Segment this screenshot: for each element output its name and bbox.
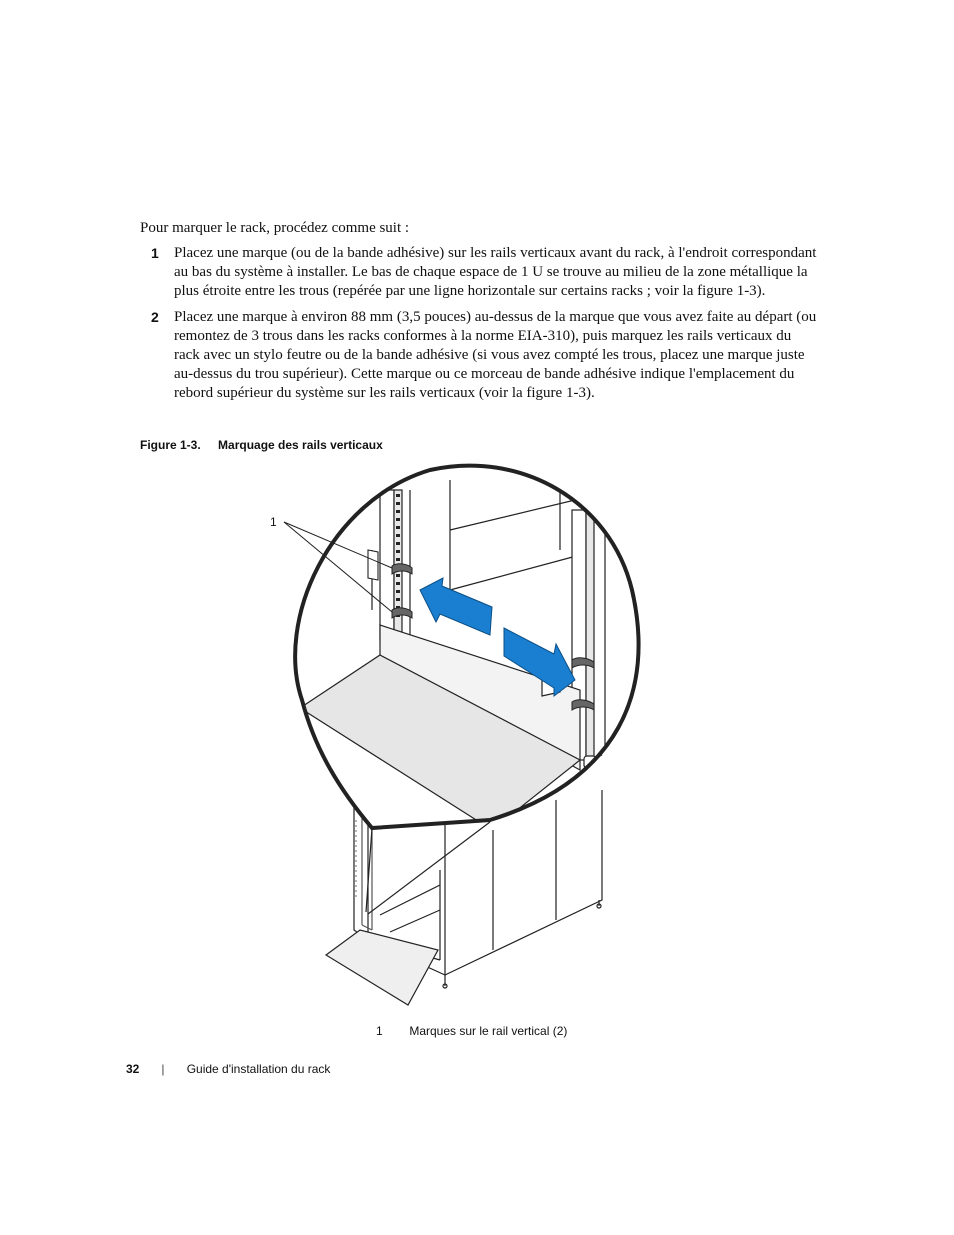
intro-text: Pour marquer le rack, procédez comme suit : <box>140 220 410 236</box>
step-text: Placez une marque à environ 88 mm (3,5 pouces) au-dessus de la marque que vous avez faite au départ (ou remontez de 3 trous dans les racks conformes à la norme EIA-310), puis marquez les rails verticaux du rack avec un stylo feutre ou de la bande adhésive (si vous avez compté les trous, placez une marque juste au-dessus du trou supérieur). Cette marque ou ce morceau de bande adhésive indique l'emplacement du rebord supérieur du système sur les rails verticaux (voir la figure 1-3). <box>174 309 817 401</box>
step-number: 1 <box>151 245 159 261</box>
zoom-connector <box>366 822 490 914</box>
figure-caption-label: Figure 1-3. <box>140 438 201 452</box>
legend-text: Marques sur le rail vertical (2) <box>409 1024 568 1038</box>
rack-drawing <box>260 460 660 1020</box>
step-list <box>140 244 820 410</box>
magnified-view <box>260 460 660 860</box>
footer-separator: | <box>161 1062 165 1076</box>
legend-number: 1 <box>376 1024 383 1038</box>
page-footer <box>126 1062 330 1076</box>
step-2 <box>140 308 820 403</box>
step-text: Placez une marque (ou de la bande adhésive) sur les rails verticaux avant du rack, à l'endroit correspondant au bas du système à installer. Le bas de chaque espace de 1 U se trouve au milieu de la zone métallique la plus étroite entre les trous (repérée par une ligne horizontale sur certains racks ; voir la figure 1-3). <box>174 245 817 299</box>
figure-legend <box>376 1024 567 1038</box>
figure-caption <box>140 438 383 452</box>
rack-illustration <box>260 460 660 1020</box>
page-number: 32 <box>126 1062 140 1076</box>
footer-doc-title: Guide d'installation du rack <box>186 1062 331 1076</box>
callout-number: 1 <box>270 515 277 529</box>
step-1 <box>140 244 820 301</box>
figure-caption-title: Marquage des rails verticaux <box>218 438 383 452</box>
step-number: 2 <box>151 309 159 325</box>
